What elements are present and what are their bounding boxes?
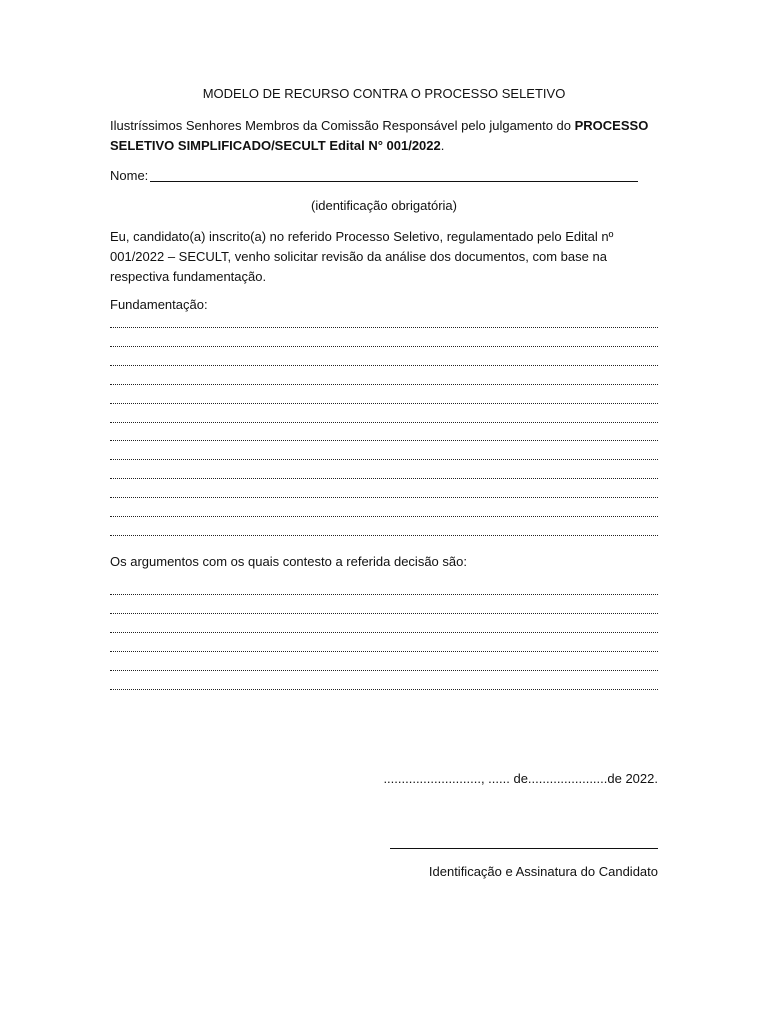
fundamentacao-line-4[interactable] xyxy=(110,384,658,385)
fundamentacao-line-12[interactable] xyxy=(110,535,658,536)
addressee-end: . xyxy=(440,138,445,153)
fundamentacao-line-10[interactable] xyxy=(110,497,658,498)
arguments-label: Os argumentos com os quais contesto a referida decisão são: xyxy=(110,554,467,569)
arguments-line-6[interactable] xyxy=(110,689,658,690)
fundamentacao-line-5[interactable] xyxy=(110,403,658,404)
fundamentacao-line-1[interactable] xyxy=(110,327,658,328)
addressee-paragraph xyxy=(110,116,658,156)
addressee-intro: Ilustríssimos Senhores Membros da Comissão Responsável pelo julgamento do xyxy=(110,118,575,133)
fundamentacao-label: Fundamentação: xyxy=(110,297,208,312)
arguments-line-4[interactable] xyxy=(110,651,658,652)
arguments-line-3[interactable] xyxy=(110,632,658,633)
name-field-line[interactable] xyxy=(150,181,638,182)
document-page xyxy=(110,0,658,1024)
statement-paragraph: Eu, candidato(a) inscrito(a) no referido Processo Seletivo, regulamentado pelo Edital nº 001/2022 – SECULT, venho solicitar revisão da análise dos documentos, com base na respectiva fundamentação. xyxy=(110,229,614,284)
signature-line[interactable] xyxy=(390,848,658,849)
date-line: ..........................., ...... de......................de 2022. xyxy=(383,771,658,786)
fundamentacao-line-11[interactable] xyxy=(110,516,658,517)
name-label: Nome: xyxy=(110,168,149,183)
name-row xyxy=(110,166,658,186)
fundamentacao-line-7[interactable] xyxy=(110,440,658,441)
identification-note: (identificação obrigatória) xyxy=(311,198,457,213)
addressee-edital: PROCESSO SELETIVO SIMPLIFICADO/SECULT Edital N° 001/2022 xyxy=(110,118,649,153)
arguments-line-5[interactable] xyxy=(110,670,658,671)
fundamentacao-line-3[interactable] xyxy=(110,365,658,366)
arguments-line-1[interactable] xyxy=(110,594,658,595)
fundamentacao-line-2[interactable] xyxy=(110,346,658,347)
fundamentacao-line-9[interactable] xyxy=(110,478,658,479)
fundamentacao-line-8[interactable] xyxy=(110,459,658,460)
fundamentacao-line-6[interactable] xyxy=(110,422,658,423)
signature-label: Identificação e Assinatura do Candidato xyxy=(428,864,658,879)
arguments-line-2[interactable] xyxy=(110,613,658,614)
document-title: MODELO DE RECURSO CONTRA O PROCESSO SELETIVO xyxy=(202,86,566,101)
